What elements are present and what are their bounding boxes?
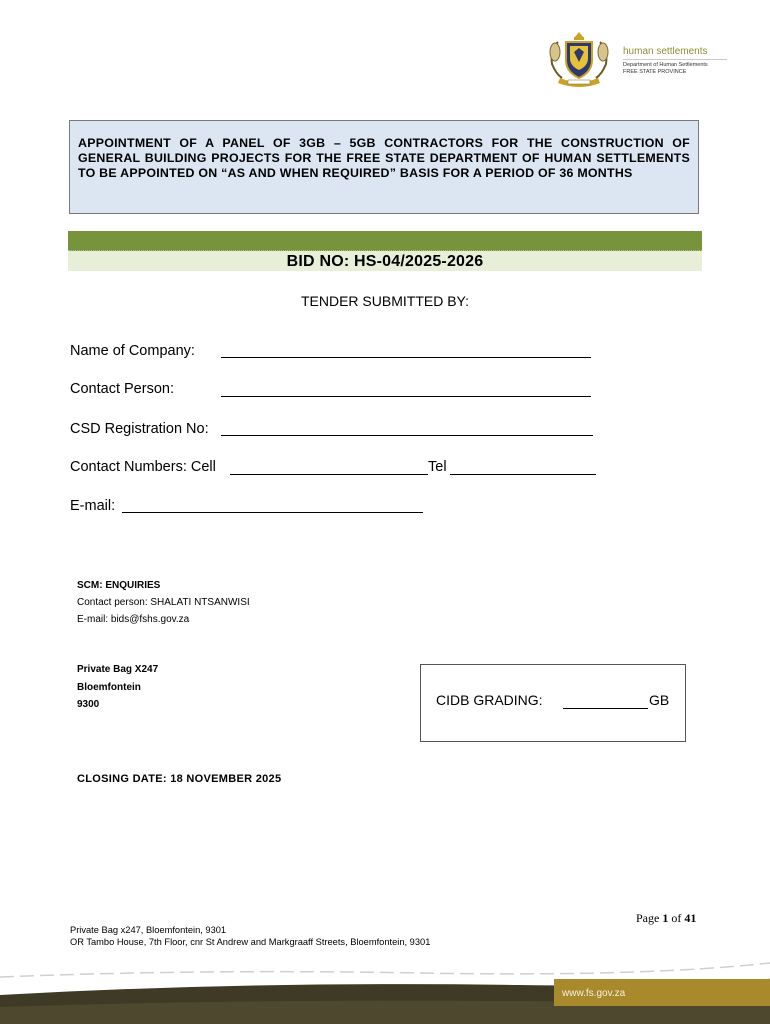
- divider: [623, 59, 727, 60]
- tender-submitted-by-heading: TENDER SUBMITTED BY:: [300, 293, 470, 309]
- page-total: 41: [684, 911, 697, 925]
- cidb-grading-suffix: GB: [649, 692, 670, 708]
- department-logo-text: [623, 46, 743, 75]
- footer-address-line-1: Private Bag x247, Bloemfontein, 9301: [70, 925, 227, 935]
- contact-numbers-cell-label: Contact Numbers: Cell: [70, 459, 216, 475]
- contact-person-field[interactable]: [221, 396, 591, 397]
- footer-wave-band: [0, 955, 770, 1024]
- postal-line-2: Bloemfontein: [77, 682, 141, 693]
- contact-person-label: Contact Person:: [70, 381, 174, 397]
- postal-line-3: 9300: [77, 699, 100, 710]
- postal-line-1: Private Bag X247: [77, 664, 159, 675]
- tel-number-field[interactable]: [450, 474, 596, 475]
- tel-label: Tel: [428, 459, 447, 475]
- document-title: APPOINTMENT OF A PANEL OF 3GB – 5GB CONTRACTORS FOR THE CONSTRUCTION OF GENERAL BUILDING PROJECTS FOR THE FREE STATE DEPARTMENT OF HUMAN SETTLEMENTS TO BE APPOINTED ON “AS AND WHEN REQUIRED” BASIS FOR A PERIOD OF 36 MONTHS: [78, 136, 690, 180]
- scm-enquiries-heading: SCM: ENQUIRIES: [77, 580, 161, 591]
- department-name: human settlements: [623, 46, 708, 57]
- cidb-grading-box: [420, 664, 686, 742]
- department-subtitle: Department of Human Settlements: [623, 62, 708, 68]
- scm-email: E-mail: bids@fshs.gov.za: [77, 614, 190, 625]
- page-number: [636, 911, 696, 926]
- page-prefix: Page: [636, 911, 660, 925]
- company-name-field[interactable]: [221, 357, 591, 358]
- csd-registration-label: CSD Registration No:: [70, 421, 209, 437]
- page-of: of: [671, 911, 682, 925]
- province-subtitle: FREE STATE PROVINCE: [623, 68, 687, 75]
- cidb-grading-label: CIDB GRADING:: [436, 692, 543, 708]
- bid-number: BID NO: HS-04/2025-2026: [68, 251, 702, 271]
- footer-website[interactable]: www.fs.gov.za: [562, 988, 626, 999]
- scm-contact-person: Contact person: SHALATI NTSANWISI: [77, 597, 250, 608]
- bid-number-band: [68, 231, 702, 271]
- footer-address-line-2: OR Tambo House, 7th Floor, cnr St Andrew and Markgraaff Streets, Bloemfontein, 9301: [70, 937, 431, 947]
- title-box: [69, 120, 699, 214]
- company-name-label: Name of Company:: [70, 343, 195, 359]
- csd-registration-field[interactable]: [221, 435, 593, 436]
- email-label: E-mail:: [70, 498, 116, 514]
- page-current: 1: [662, 911, 669, 925]
- cidb-grading-field[interactable]: [563, 708, 648, 709]
- footer-address: [70, 924, 430, 948]
- email-field[interactable]: [122, 512, 423, 513]
- coat-of-arms-icon: [544, 30, 614, 88]
- cell-number-field[interactable]: [230, 474, 428, 475]
- closing-date: CLOSING DATE: 18 NOVEMBER 2025: [77, 773, 282, 785]
